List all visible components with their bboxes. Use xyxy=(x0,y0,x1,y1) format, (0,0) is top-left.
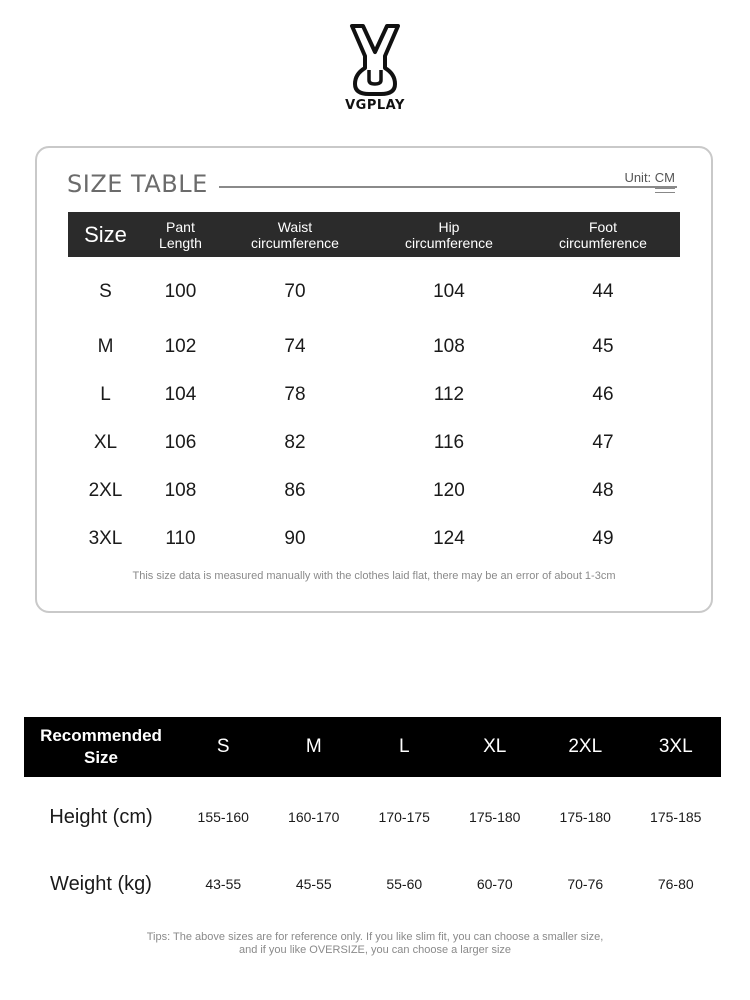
waist-cell: 86 xyxy=(284,480,306,501)
hip-cell: 124 xyxy=(433,528,465,549)
brand-name: VGPLAY xyxy=(345,98,405,113)
size-table-header xyxy=(68,212,680,257)
pant-length-cell: 104 xyxy=(164,384,197,405)
recommended-header xyxy=(24,717,721,777)
header-size-m: M xyxy=(269,717,360,777)
header-size: Size xyxy=(68,212,143,257)
size-cell: L xyxy=(100,384,111,405)
weight-label: Weight (kg) xyxy=(50,872,152,895)
size-table-title: SIZE TABLE xyxy=(67,170,208,198)
weight-row xyxy=(24,855,721,913)
table-row xyxy=(68,371,680,419)
hip-cell: 112 xyxy=(433,384,465,405)
pant-length-cell: 110 xyxy=(165,528,196,549)
foot-cell: 44 xyxy=(592,281,614,302)
header-size-s: S xyxy=(178,717,269,777)
header-pant-length: Pant Length xyxy=(143,212,218,257)
weight-value: 55-60 xyxy=(386,876,423,892)
pant-length-cell: 106 xyxy=(164,432,197,453)
waist-cell: 90 xyxy=(284,528,306,549)
hip-cell: 116 xyxy=(433,432,465,453)
pant-length-cell: 108 xyxy=(164,480,197,501)
height-value: 170-175 xyxy=(378,809,430,825)
header-hip: Hip circumference xyxy=(372,212,526,257)
size-cell: M xyxy=(97,336,114,357)
header-size-2xl: 2XL xyxy=(540,717,631,777)
size-cell: S xyxy=(99,281,112,302)
table-row xyxy=(68,257,680,323)
hip-cell: 104 xyxy=(433,281,465,302)
measurement-note: This size data is measured manually with the clothes laid flat, there may be an error of about 1-3cm xyxy=(132,570,616,582)
weight-value: 43-55 xyxy=(205,876,242,892)
header-size-l: L xyxy=(359,717,450,777)
pant-length-cell: 102 xyxy=(164,336,197,357)
size-table-card xyxy=(35,146,713,613)
height-value: 175-185 xyxy=(650,809,702,825)
foot-cell: 46 xyxy=(592,384,614,405)
tips-line-1: Tips: The above sizes are for reference only. If you like slim fit, you can choose a smaller size, xyxy=(146,931,604,943)
waist-cell: 70 xyxy=(284,281,306,302)
foot-cell: 48 xyxy=(592,480,614,501)
height-label: Height (cm) xyxy=(49,805,153,828)
weight-value: 76-80 xyxy=(657,876,694,892)
header-size-xl: XL xyxy=(450,717,541,777)
waist-cell: 78 xyxy=(284,384,306,405)
unit-label: Unit: CM xyxy=(624,170,675,185)
height-value: 155-160 xyxy=(197,809,249,825)
size-cell: 3XL xyxy=(88,528,123,549)
table-row xyxy=(68,419,680,467)
pant-length-cell: 100 xyxy=(164,281,197,302)
tips-line-2: and if you like OVERSIZE, you can choose a larger size xyxy=(238,944,512,956)
brand-logo xyxy=(339,22,411,113)
title-divider xyxy=(219,186,677,188)
unit-lines-decoration xyxy=(655,188,675,196)
size-cell: XL xyxy=(93,432,118,453)
table-row xyxy=(68,467,680,515)
weight-value: 45-55 xyxy=(295,876,332,892)
waist-cell: 74 xyxy=(284,336,306,357)
foot-cell: 49 xyxy=(592,528,614,549)
recommended-size-table xyxy=(24,717,721,913)
header-size-3xl: 3XL xyxy=(631,717,722,777)
height-value: 175-180 xyxy=(559,809,611,825)
size-cell: 2XL xyxy=(88,480,123,501)
foot-cell: 47 xyxy=(592,432,614,453)
weight-value: 70-76 xyxy=(567,876,604,892)
size-table xyxy=(68,212,680,563)
height-row xyxy=(24,777,721,855)
hip-cell: 108 xyxy=(433,336,465,357)
header-foot: Foot circumference xyxy=(526,212,680,257)
weight-value: 60-70 xyxy=(476,876,513,892)
height-value: 175-180 xyxy=(469,809,521,825)
header-recommended-size: Recommended Size xyxy=(24,717,178,777)
waist-cell: 82 xyxy=(284,432,306,453)
table-row xyxy=(68,515,680,563)
foot-cell: 45 xyxy=(592,336,614,357)
height-value: 160-170 xyxy=(288,809,340,825)
table-row xyxy=(68,323,680,371)
hip-cell: 120 xyxy=(433,480,465,501)
header-waist: Waist circumference xyxy=(218,212,372,257)
tips-text xyxy=(0,931,750,957)
bunny-v-logo-icon xyxy=(347,22,403,96)
